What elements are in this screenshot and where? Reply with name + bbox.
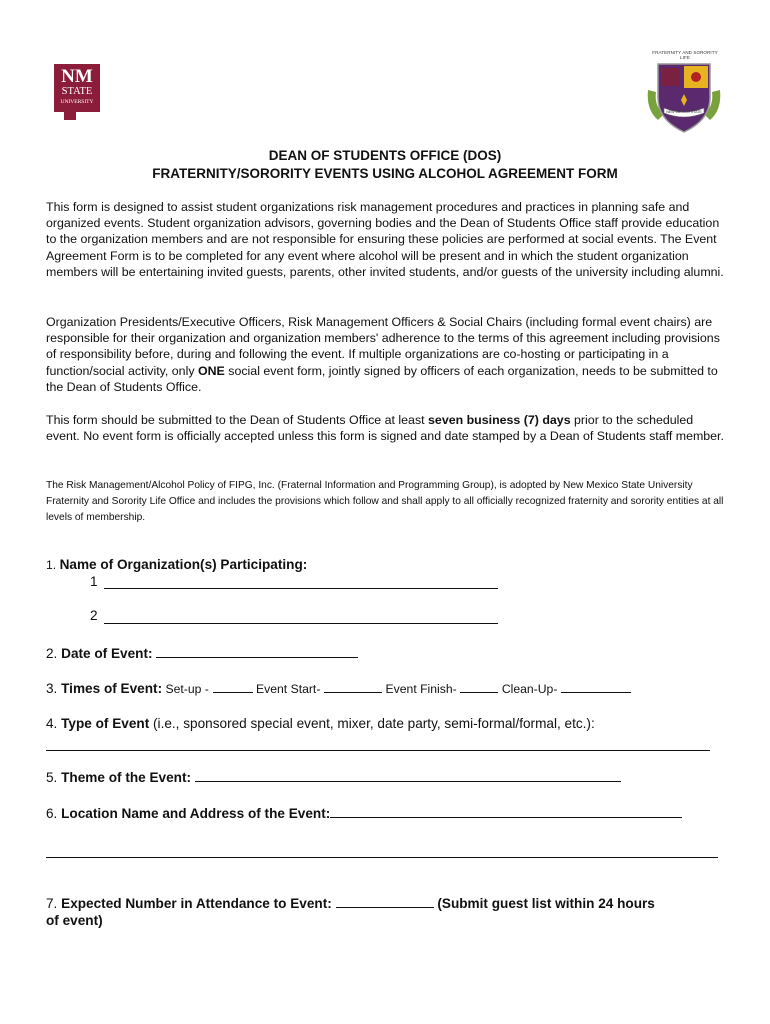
q6-number: 6. bbox=[46, 806, 62, 821]
q3-label: Times of Event: bbox=[61, 681, 163, 696]
question-location bbox=[46, 805, 682, 821]
setup-time-field[interactable] bbox=[213, 680, 253, 693]
logo-nm-text: NM bbox=[61, 66, 93, 87]
responsibility-text-b: social event form, jointly signed by officers of each organization, needs to be submitted to the Dean of Students Office. bbox=[46, 363, 718, 394]
responsibility-emphasis: ONE bbox=[197, 363, 225, 378]
q3-start-label: Event Start- bbox=[252, 682, 321, 696]
logo-university-text: UNIVERSITY bbox=[60, 99, 94, 105]
q4-number: 4. bbox=[46, 716, 62, 731]
event-type-field[interactable] bbox=[46, 750, 710, 751]
q1-line2-number: 2 bbox=[90, 608, 98, 623]
submission-deadline: seven business (7) days bbox=[428, 413, 571, 427]
q5-label: Theme of the Event: bbox=[61, 770, 192, 785]
attendance-field[interactable] bbox=[336, 895, 434, 908]
event-theme-field[interactable] bbox=[195, 769, 621, 782]
submission-text-a: This form should be submitted to the Dean of Students Office at least bbox=[46, 413, 429, 427]
q3-finish-label: Event Finish- bbox=[382, 682, 457, 696]
q3-setup-label: Set-up - bbox=[162, 682, 209, 696]
question-date bbox=[46, 645, 358, 661]
crest-caption: FRATERNITY AND SORORITY LIFE bbox=[652, 50, 718, 60]
event-date-field[interactable] bbox=[156, 645, 358, 658]
crest-banner-text: NEW MEXICO STATE bbox=[666, 110, 702, 114]
start-time-field[interactable] bbox=[324, 680, 382, 693]
logo-state-text: STATE bbox=[61, 86, 93, 97]
submission-text-b: prior to the scheduled event. No event form is officially accepted unless this form is signed and date stamped by a Dean of Students staff member. bbox=[46, 413, 724, 444]
q4-label: Type of Event bbox=[61, 716, 150, 731]
q6-label: Location Name and Address of the Event: bbox=[61, 806, 331, 821]
nm-state-logo bbox=[50, 62, 104, 122]
submission-paragraph bbox=[46, 412, 726, 444]
q2-label: Date of Event: bbox=[61, 646, 153, 661]
question-times bbox=[46, 680, 631, 696]
q1-line1-number: 1 bbox=[90, 574, 98, 589]
q3-cleanup-label: Clean-Up- bbox=[498, 682, 558, 696]
q7-note: (Submit guest list within 24 hours bbox=[437, 896, 655, 911]
q1-label: Name of Organization(s) Participating: bbox=[59, 557, 308, 572]
q4-detail: (i.e., sponsored special event, mixer, date party, semi-formal/formal, etc.): bbox=[149, 716, 595, 731]
fipg-policy-paragraph: The Risk Management/Alcohol Policy of FIPG, Inc. (Fraternal Information and Programming Group), is adopted by New Mexico State University Fraternity and Sorority Life Office and includes the provisions which follow and shall apply to all officially recognized fraternity and sorority entities at all levels of membership. bbox=[46, 480, 724, 523]
location-field[interactable] bbox=[330, 805, 682, 818]
q7-label: Expected Number in Attendance to Event: bbox=[61, 896, 332, 911]
responsibility-paragraph bbox=[46, 314, 726, 395]
fraternity-sorority-crest bbox=[644, 50, 724, 138]
question-organization bbox=[46, 557, 307, 572]
q7-note-continued bbox=[46, 913, 103, 928]
q3-number: 3. bbox=[46, 681, 62, 696]
q7-note-end: of event) bbox=[46, 913, 103, 928]
location-address-field[interactable] bbox=[46, 857, 718, 858]
responsibility-text-a: Organization Presidents/Executive Officers, Risk Management Officers & Social Chairs (including formal event chairs) are responsible for their organization and organization members' adherence to the terms of this agreement including provisions of responsibility before, during and following the event. If multiple organizations are co-hosting or participating in a function/social activity, only bbox=[46, 315, 720, 378]
q1-number: 1. bbox=[46, 558, 60, 572]
form-title-office: DEAN OF STUDENTS OFFICE (DOS) bbox=[268, 148, 502, 163]
intro-paragraph: This form is designed to assist student organizations risk management procedures and practices in planning safe and organized events. Student organization advisors, governing bodies and the Dean of Students Office staff provide education to the organization members and are not responsible for ensuring these policies are performed at social events. The Event Agreement Form is to be completed for any event where alcohol will be present and in which the student organization members will be entertaining invited guests, parents, other invited students, and/or guests of the university including alumni. bbox=[46, 200, 724, 279]
q5-number: 5. bbox=[46, 770, 62, 785]
form-title-agreement: FRATERNITY/SORORITY EVENTS USING ALCOHOL AGREEMENT FORM bbox=[152, 166, 618, 181]
cleanup-time-field[interactable] bbox=[561, 680, 631, 693]
question-type bbox=[46, 716, 595, 731]
question-theme bbox=[46, 769, 621, 785]
q7-number: 7. bbox=[46, 896, 62, 911]
organization-1-field[interactable] bbox=[104, 588, 498, 589]
organization-2-field[interactable] bbox=[104, 623, 498, 624]
question-attendance bbox=[46, 895, 655, 911]
q2-number: 2. bbox=[46, 646, 62, 661]
finish-time-field[interactable] bbox=[460, 680, 498, 693]
